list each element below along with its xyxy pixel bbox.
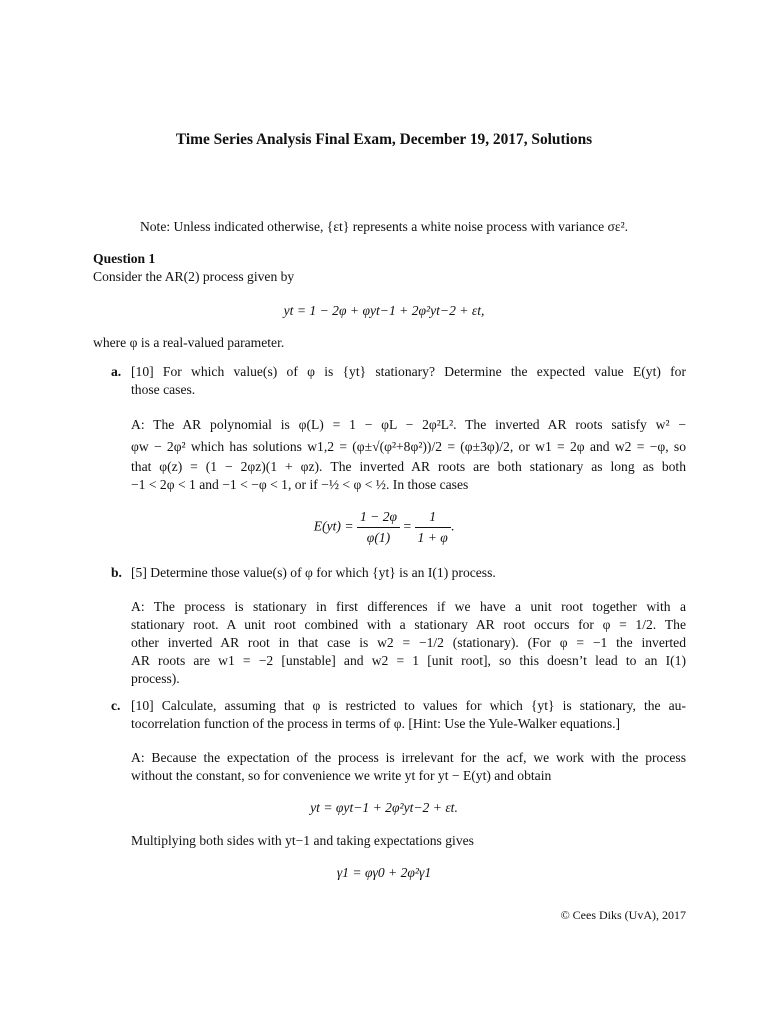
eq-equals: = — [403, 518, 412, 534]
model-equation: yt = 1 − 2φ + φyt−1 + 2φ²yt−2 + εt, — [283, 303, 485, 318]
part-c-answer-line: without the constant, so for convenience we write yt for yt − E(yt) and obtain — [131, 768, 552, 783]
white-noise-note: Note: Unless indicated otherwise, {εt} represents a white noise process with variance σε². — [139, 219, 629, 234]
parameter-note: where φ is a real-valued parameter. — [93, 335, 285, 350]
part-a-answer-line: that φ(z) = (1 − 2φz)(1 + φz). The inverted AR roots are both stationary as long as both — [131, 459, 686, 474]
yule-walker-equation: γ1 = φγ0 + 2φ²γ1 — [336, 865, 432, 880]
ar2-equation-no-constant: yt = φyt−1 + 2φ²yt−2 + εt. — [310, 800, 458, 815]
part-c-answer-line: Multiplying both sides with yt−1 and taking expectations gives — [131, 833, 474, 848]
fraction-numerator: 1 − 2φ — [357, 508, 400, 528]
part-c-label: c. — [111, 698, 121, 713]
part-a-answer-line: φw − 2φ² which has solutions w1,2 = (φ±√(φ²+8φ²))/2 = (φ±3φ)/2, or w1 = 2φ and w2 = −φ, so — [131, 439, 686, 454]
fraction-numerator: 1 — [415, 508, 451, 528]
part-b-question-line: [5] Determine those value(s) of φ for which {yt} is an I(1) process. — [131, 565, 496, 580]
part-c-question-line: [10] Calculate, assuming that φ is restricted to values for which {yt} is stationary, the au- — [131, 698, 686, 713]
part-c-question-line: tocorrelation function of the process in terms of φ. [Hint: Use the Yule-Walker equations.] — [131, 716, 621, 731]
question-intro: Consider the AR(2) process given by — [93, 269, 295, 284]
part-b-answer-line: process). — [131, 671, 180, 686]
part-b-answer-line: other inverted AR root in that case is w2 = −1/2 (stationary). (For φ = −1 the inverted — [131, 635, 686, 650]
part-a-question-line: those cases. — [131, 382, 196, 397]
part-b-answer-line: A: The process is stationary in first differences if we have a unit root together with a — [131, 599, 686, 614]
fraction — [357, 508, 400, 546]
part-b-answer-line: stationary root. A unit root combined with a stationary AR root occurs for φ = 1/2. The — [131, 617, 686, 632]
question-heading: Question 1 — [93, 251, 156, 266]
copyright-footer: © Cees Diks (UvA), 2017 — [560, 908, 686, 922]
part-a-label: a. — [111, 364, 122, 379]
part-a-question-line: [10] For which value(s) of φ is {yt} stationary? Determine the expected value E(yt) for — [131, 364, 686, 379]
eq-lhs: E(yt) = — [313, 518, 354, 534]
part-a-answer-line: −1 < 2φ < 1 and −1 < −φ < 1, or if −½ < φ < ½. In those cases — [131, 477, 469, 492]
fraction-denominator: φ(1) — [366, 529, 391, 545]
part-b-label: b. — [111, 565, 122, 580]
part-a-answer-line: A: The AR polynomial is φ(L) = 1 − φL − 2φ²L². The inverted AR roots satisfy w² − — [131, 417, 686, 432]
expected-value-equation — [0, 508, 768, 546]
part-b-answer-line: AR roots are w1 = −2 [unstable] and w2 = 1 [unit root], so this doesn’t lead to an I(1) — [131, 653, 686, 668]
fraction-denominator: 1 + φ — [417, 529, 448, 545]
part-c-answer-line: A: Because the expectation of the process is irrelevant for the acf, we work with the process — [131, 750, 686, 765]
fraction — [415, 508, 451, 546]
page-title: Time Series Analysis Final Exam, December 19, 2017, Solutions — [175, 131, 593, 148]
eq-period: . — [450, 518, 455, 534]
